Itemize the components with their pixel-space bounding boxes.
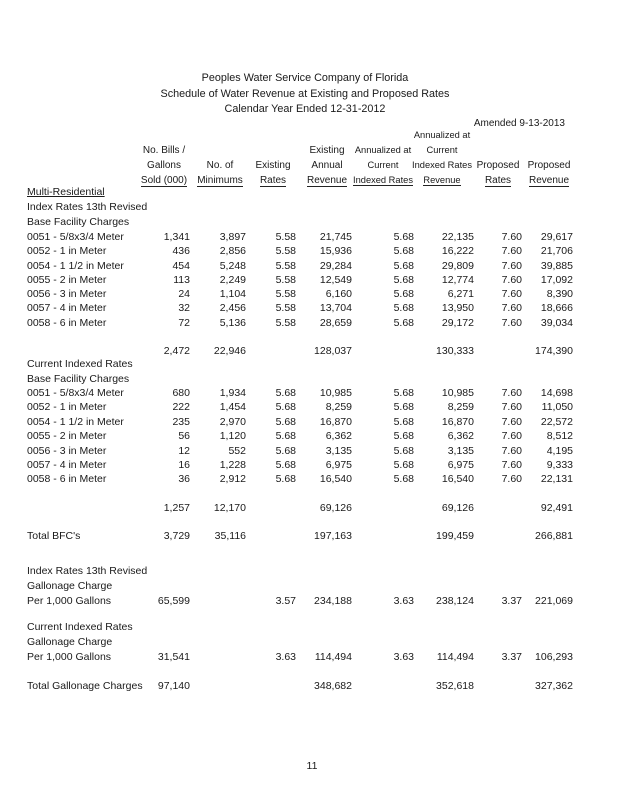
- bills-cell: 1,341: [163, 231, 190, 243]
- col-header-existing-rates: Existing Rates: [255, 160, 291, 186]
- existing-revenue-cell: 8,259: [325, 401, 352, 413]
- annualized-revenue-cell: 6,362: [447, 430, 474, 442]
- annualized-revenue-cell: 8,259: [447, 401, 474, 413]
- table-row: [0, 401, 624, 415]
- existing-rate-cell: 5.68: [275, 387, 296, 399]
- annualized-rate-cell: 5.68: [393, 459, 414, 471]
- proposed-rate-cell: 7.60: [501, 245, 522, 257]
- bills-cell: 1,257: [163, 502, 190, 514]
- table-row: [0, 288, 624, 302]
- annualized-rate-cell: 5.68: [393, 302, 414, 314]
- proposed-revenue-cell: 29,617: [540, 231, 573, 243]
- bills-cell: 16: [178, 459, 190, 471]
- section-base-facility: Base Facility Charges: [27, 216, 130, 228]
- annualized-rate-cell: 5.68: [393, 245, 414, 257]
- existing-revenue-cell: 29,284: [319, 260, 352, 272]
- table-row: [0, 302, 624, 316]
- row-label: 0056 - 3 in Meter: [27, 445, 107, 457]
- proposed-revenue-cell: 221,069: [535, 595, 573, 607]
- proposed-revenue-cell: 327,362: [535, 680, 573, 692]
- section-index-rates: Index Rates 13th Revised: [27, 201, 148, 213]
- row-label: Per 1,000 Gallons: [27, 651, 112, 663]
- proposed-revenue-cell: 106,293: [535, 651, 573, 663]
- minimums-cell: 1,104: [219, 288, 246, 300]
- existing-revenue-cell: 21,745: [319, 231, 352, 243]
- proposed-rate-cell: 7.60: [501, 231, 522, 243]
- existing-rate-cell: 5.58: [275, 245, 296, 257]
- existing-revenue-cell: 348,682: [314, 680, 352, 692]
- existing-revenue-cell: 69,126: [319, 502, 352, 514]
- annualized-revenue-cell: 13,950: [441, 302, 474, 314]
- minimums-cell: 35,116: [214, 530, 246, 542]
- annualized-rate-cell: 5.68: [393, 274, 414, 286]
- row-label: 0054 - 1 1/2 in Meter: [27, 260, 124, 272]
- proposed-revenue-cell: 9,333: [546, 459, 573, 471]
- section-multi-residential: Multi-Residential: [27, 186, 105, 198]
- proposed-rate-cell: 7.60: [501, 260, 522, 272]
- existing-revenue-cell: 16,870: [319, 416, 352, 428]
- annualized-rate-cell: 5.68: [393, 387, 414, 399]
- existing-rate-cell: 5.68: [275, 416, 296, 428]
- existing-rate-cell: 3.57: [275, 595, 296, 607]
- existing-rate-cell: 5.68: [275, 473, 296, 485]
- row-label: Total Gallonage Charges: [27, 680, 143, 692]
- annualized-rate-cell: 5.68: [393, 317, 414, 329]
- existing-revenue-cell: 114,494: [314, 651, 352, 663]
- existing-rate-cell: 5.58: [275, 317, 296, 329]
- proposed-revenue-cell: 266,881: [535, 530, 573, 542]
- row-label: 0052 - 1 in Meter: [27, 401, 107, 413]
- annualized-revenue-cell: 69,126: [441, 502, 474, 514]
- section-gallonage-charge-2: Gallonage Charge: [27, 636, 113, 648]
- proposed-rate-cell: 7.60: [501, 430, 522, 442]
- existing-revenue-cell: 234,188: [314, 595, 352, 607]
- col-header-existing-revenue: Existing Annual Revenue: [306, 145, 348, 186]
- subtotal-row: [0, 345, 624, 359]
- table-row: [0, 473, 624, 487]
- minimums-cell: 3,897: [219, 231, 246, 243]
- proposed-revenue-cell: 17,092: [540, 274, 573, 286]
- minimums-cell: 12,170: [213, 502, 246, 514]
- existing-revenue-cell: 15,936: [319, 245, 352, 257]
- existing-rate-cell: 5.68: [275, 459, 296, 471]
- existing-revenue-cell: 16,540: [319, 473, 352, 485]
- proposed-rate-cell: 7.60: [501, 302, 522, 314]
- annualized-revenue-cell: 16,540: [441, 473, 474, 485]
- proposed-revenue-cell: 174,390: [535, 345, 573, 357]
- bills-cell: 36: [178, 473, 190, 485]
- proposed-rate-cell: 7.60: [501, 317, 522, 329]
- table-row: [0, 459, 624, 473]
- annualized-revenue-cell: 3,135: [447, 445, 474, 457]
- existing-rate-cell: 5.68: [275, 430, 296, 442]
- bills-cell: 12: [178, 445, 190, 457]
- minimums-cell: 2,912: [219, 473, 246, 485]
- annualized-rate-cell: 5.68: [393, 401, 414, 413]
- row-label: 0057 - 4 in Meter: [27, 459, 107, 471]
- existing-rate-cell: 5.58: [275, 231, 296, 243]
- subtotal-row: [0, 502, 624, 516]
- existing-revenue-cell: 13,704: [319, 302, 352, 314]
- gallonage-row: [0, 651, 624, 665]
- table-row: [0, 430, 624, 444]
- table-row: [0, 274, 624, 288]
- proposed-revenue-cell: 22,131: [540, 473, 573, 485]
- existing-revenue-cell: 6,362: [325, 430, 352, 442]
- existing-rate-cell: 5.68: [275, 401, 296, 413]
- proposed-revenue-cell: 14,698: [540, 387, 573, 399]
- page-number: 11: [306, 760, 318, 772]
- annualized-revenue-cell: 130,333: [436, 345, 474, 357]
- total-bfc-row: [0, 530, 624, 544]
- col-header-annualized-rates: Annualized at Current Indexed Rates: [353, 145, 413, 185]
- annualized-rate-cell: 5.68: [393, 445, 414, 457]
- table-row: [0, 231, 624, 245]
- row-label: 0052 - 1 in Meter: [27, 245, 107, 257]
- bills-cell: 3,729: [163, 530, 190, 542]
- table-row: [0, 260, 624, 274]
- minimums-cell: 2,249: [219, 274, 246, 286]
- annualized-revenue-cell: 29,809: [441, 260, 474, 272]
- proposed-revenue-cell: 18,666: [540, 302, 573, 314]
- minimums-cell: 1,454: [219, 401, 246, 413]
- row-label: 0056 - 3 in Meter: [27, 288, 107, 300]
- report-period: Calendar Year Ended 12-31-2012: [224, 103, 386, 115]
- proposed-revenue-cell: 11,050: [541, 401, 573, 413]
- report-title: Peoples Water Service Company of Florida: [201, 72, 409, 84]
- annualized-rate-cell: 5.68: [393, 416, 414, 428]
- existing-revenue-cell: 128,037: [314, 345, 352, 357]
- section-gallonage-charge: Gallonage Charge: [27, 580, 113, 592]
- minimums-cell: 2,456: [219, 302, 246, 314]
- existing-revenue-cell: 12,549: [319, 274, 352, 286]
- minimums-cell: 2,970: [219, 416, 246, 428]
- section-index-rates-gallonage: Index Rates 13th Revised: [27, 565, 148, 577]
- proposed-revenue-cell: 8,390: [546, 288, 573, 300]
- bills-cell: 454: [172, 260, 190, 272]
- row-label: 0051 - 5/8x3/4 Meter: [27, 231, 124, 243]
- annualized-rate-cell: 5.68: [393, 260, 414, 272]
- minimums-cell: 1,228: [219, 459, 246, 471]
- existing-rate-cell: 5.58: [275, 288, 296, 300]
- annualized-rate-cell: 3.63: [393, 651, 414, 663]
- proposed-revenue-cell: 92,491: [540, 502, 573, 514]
- proposed-rate-cell: 7.60: [501, 416, 522, 428]
- table-row: [0, 317, 624, 331]
- bills-cell: 235: [172, 416, 190, 428]
- existing-rate-cell: 5.58: [275, 260, 296, 272]
- bills-cell: 680: [172, 387, 190, 399]
- annualized-revenue-cell: 199,459: [436, 530, 474, 542]
- annualized-rate-cell: 5.68: [393, 231, 414, 243]
- minimums-cell: 5,248: [219, 260, 246, 272]
- proposed-rate-cell: 3.37: [501, 595, 522, 607]
- row-label: 0058 - 6 in Meter: [27, 317, 107, 329]
- table-row: [0, 387, 624, 401]
- annualized-revenue-cell: 238,124: [436, 595, 474, 607]
- bills-cell: 56: [178, 430, 190, 442]
- bills-cell: 222: [172, 401, 190, 413]
- total-gallonage-row: [0, 680, 624, 694]
- bills-cell: 24: [178, 288, 190, 300]
- proposed-rate-cell: 7.60: [501, 445, 522, 457]
- section-current-indexed: Current Indexed Rates: [27, 358, 133, 370]
- minimums-cell: 1,120: [219, 430, 246, 442]
- bills-cell: 31,541: [157, 651, 190, 663]
- existing-revenue-cell: 6,160: [325, 288, 352, 300]
- annualized-rate-cell: 5.68: [393, 473, 414, 485]
- proposed-rate-cell: 7.60: [501, 401, 522, 413]
- existing-revenue-cell: 6,975: [325, 459, 352, 471]
- annualized-revenue-cell: 10,985: [441, 387, 474, 399]
- col-header-minimums: No. of Minimums: [197, 160, 243, 186]
- gallonage-row: [0, 595, 624, 609]
- row-label: 0058 - 6 in Meter: [27, 473, 107, 485]
- col-header-annualized-revenue: Annualized at Current Indexed Rates Revenue: [412, 130, 472, 185]
- row-label: 0051 - 5/8x3/4 Meter: [27, 387, 124, 399]
- annualized-revenue-cell: 6,975: [447, 459, 474, 471]
- bills-cell: 72: [178, 317, 190, 329]
- proposed-rate-cell: 7.60: [501, 288, 522, 300]
- proposed-rate-cell: 7.60: [501, 274, 522, 286]
- bills-cell: 32: [178, 302, 190, 314]
- annualized-revenue-cell: 16,222: [441, 245, 474, 257]
- row-label: 0055 - 2 in Meter: [27, 430, 107, 442]
- proposed-revenue-cell: 22,572: [540, 416, 573, 428]
- section-base-facility-2: Base Facility Charges: [27, 373, 130, 385]
- section-current-indexed-gallonage: Current Indexed Rates: [27, 621, 133, 633]
- existing-revenue-cell: 3,135: [325, 445, 352, 457]
- annualized-rate-cell: 5.68: [393, 288, 414, 300]
- existing-revenue-cell: 28,659: [319, 317, 352, 329]
- annualized-revenue-cell: 6,271: [447, 288, 474, 300]
- table-row: [0, 245, 624, 259]
- proposed-revenue-cell: 21,706: [540, 245, 573, 257]
- proposed-rate-cell: 7.60: [501, 473, 522, 485]
- proposed-rate-cell: 7.60: [501, 459, 522, 471]
- annualized-revenue-cell: 22,135: [441, 231, 474, 243]
- row-label: Total BFC's: [27, 530, 81, 542]
- proposed-revenue-cell: 8,512: [546, 430, 573, 442]
- annualized-revenue-cell: 29,172: [441, 317, 474, 329]
- annualized-revenue-cell: 12,774: [441, 274, 474, 286]
- col-header-proposed-rates: Proposed Rates: [476, 160, 520, 186]
- annualized-revenue-cell: 352,618: [436, 680, 474, 692]
- report-subtitle: Schedule of Water Revenue at Existing and Proposed Rates: [160, 88, 450, 100]
- minimums-cell: 5,136: [219, 317, 246, 329]
- annualized-revenue-cell: 16,870: [441, 416, 474, 428]
- annualized-rate-cell: 5.68: [393, 430, 414, 442]
- minimums-cell: 22,946: [213, 345, 246, 357]
- existing-rate-cell: 5.68: [275, 445, 296, 457]
- row-label: 0054 - 1 1/2 in Meter: [27, 416, 124, 428]
- existing-rate-cell: 5.58: [275, 302, 296, 314]
- col-header-bills: No. Bills / Gallons Sold (000): [140, 145, 188, 186]
- row-label: Per 1,000 Gallons: [27, 595, 112, 607]
- bills-cell: 65,599: [157, 595, 190, 607]
- existing-rate-cell: 3.63: [275, 651, 296, 663]
- proposed-revenue-cell: 4,195: [546, 445, 573, 457]
- bills-cell: 2,472: [163, 345, 190, 357]
- annualized-revenue-cell: 114,494: [436, 651, 474, 663]
- proposed-rate-cell: 3.37: [501, 651, 522, 663]
- minimums-cell: 552: [228, 445, 246, 457]
- proposed-rate-cell: 7.60: [501, 387, 522, 399]
- bills-cell: 97,140: [157, 680, 190, 692]
- table-row: [0, 445, 624, 459]
- minimums-cell: 2,856: [219, 245, 246, 257]
- col-header-proposed-revenue: Proposed Revenue: [527, 160, 571, 186]
- proposed-revenue-cell: 39,034: [540, 317, 573, 329]
- existing-rate-cell: 5.58: [275, 274, 296, 286]
- bills-cell: 113: [173, 274, 190, 286]
- existing-revenue-cell: 197,163: [314, 530, 352, 542]
- amended-date: Amended 9-13-2013: [473, 118, 565, 129]
- minimums-cell: 1,934: [219, 387, 246, 399]
- table-row: [0, 416, 624, 430]
- existing-revenue-cell: 10,985: [319, 387, 352, 399]
- proposed-revenue-cell: 39,885: [540, 260, 573, 272]
- annualized-rate-cell: 3.63: [393, 595, 414, 607]
- row-label: 0057 - 4 in Meter: [27, 302, 107, 314]
- bills-cell: 436: [172, 245, 190, 257]
- row-label: 0055 - 2 in Meter: [27, 274, 107, 286]
